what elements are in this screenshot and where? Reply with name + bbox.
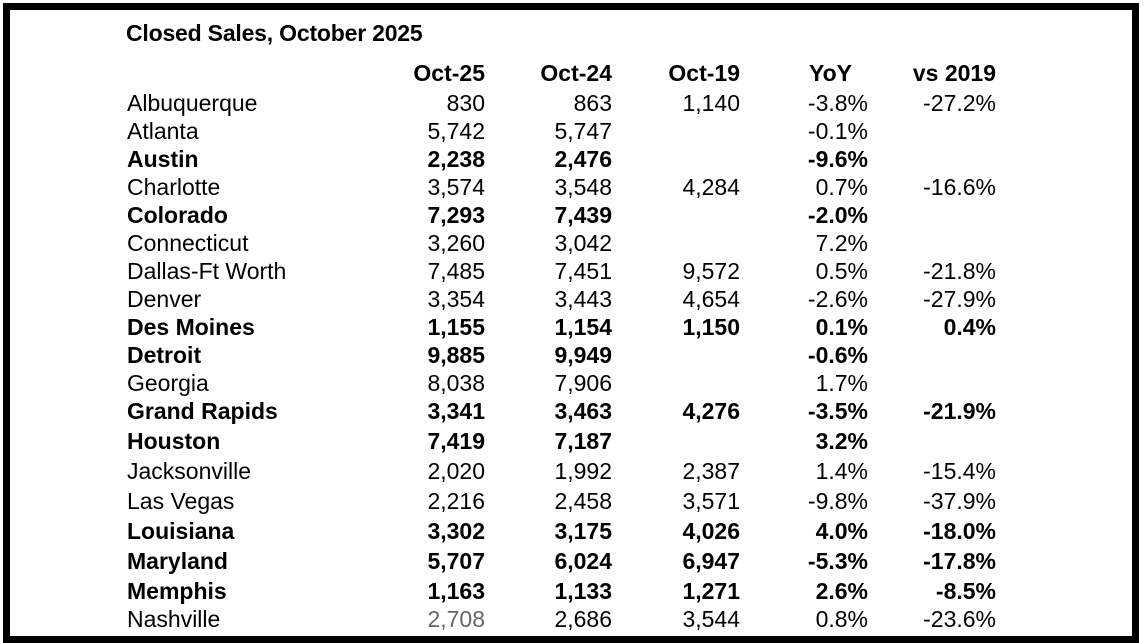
cell-oct24: 6,024 — [554, 548, 612, 574]
cell-yoy: -3.8% — [807, 90, 868, 116]
cell-market: Austin — [127, 146, 199, 172]
cell-vs2019: -21.8% — [923, 258, 996, 284]
cell-oct19: 4,284 — [682, 174, 740, 200]
cell-market: Detroit — [127, 342, 202, 368]
table-row — [0, 369, 1148, 397]
cell-oct19: 3,544 — [682, 606, 740, 632]
cell-oct25: 2,708 — [427, 606, 485, 632]
cell-yoy: 1.4% — [815, 458, 868, 484]
cell-market: Colorado — [127, 202, 228, 228]
table-row — [0, 313, 1148, 341]
header-vs2019: vs 2019 — [912, 60, 996, 86]
cell-vs2019: -17.8% — [923, 548, 996, 574]
cell-oct24: 2,686 — [554, 606, 612, 632]
cell-oct25: 5,707 — [427, 548, 485, 574]
cell-yoy: -3.5% — [807, 398, 868, 424]
cell-oct24: 7,451 — [554, 258, 612, 284]
cell-oct24: 2,458 — [554, 488, 612, 514]
table-row — [0, 487, 1148, 515]
cell-oct25: 3,302 — [427, 518, 485, 544]
cell-vs2019: -27.9% — [923, 286, 996, 312]
cell-oct25: 7,419 — [427, 428, 485, 454]
table-row — [0, 577, 1148, 605]
cell-yoy: -0.1% — [807, 118, 868, 144]
table-row — [0, 427, 1148, 455]
cell-market: Nashville — [127, 606, 221, 632]
cell-oct25: 2,216 — [427, 488, 485, 514]
cell-oct25: 2,238 — [427, 146, 485, 172]
cell-oct25: 7,485 — [427, 258, 485, 284]
cell-oct19: 9,572 — [682, 258, 740, 284]
cell-yoy: 7.2% — [815, 230, 868, 256]
cell-yoy: -9.6% — [807, 146, 868, 172]
cell-yoy: 0.7% — [815, 174, 868, 200]
cell-oct19: 1,271 — [682, 578, 740, 604]
cell-yoy: 0.1% — [815, 314, 868, 340]
cell-market: Grand Rapids — [127, 398, 278, 424]
cell-yoy: -2.0% — [807, 202, 868, 228]
cell-yoy: -2.6% — [807, 286, 868, 312]
cell-vs2019: -16.6% — [923, 174, 996, 200]
header-yoy: YoY — [808, 60, 852, 86]
cell-oct25: 3,260 — [427, 230, 485, 256]
cell-market: Las Vegas — [127, 488, 235, 514]
cell-oct19: 6,947 — [682, 548, 740, 574]
cell-oct24: 2,476 — [554, 146, 612, 172]
cell-oct24: 3,443 — [554, 286, 612, 312]
cell-oct25: 3,341 — [427, 398, 485, 424]
cell-oct25: 5,742 — [427, 118, 485, 144]
cell-oct24: 9,949 — [554, 342, 612, 368]
cell-market: Atlanta — [127, 118, 199, 144]
cell-yoy: -0.6% — [807, 342, 868, 368]
cell-oct24: 7,906 — [554, 370, 612, 396]
cell-oct19: 2,387 — [682, 458, 740, 484]
cell-oct24: 5,747 — [554, 118, 612, 144]
table-row — [0, 145, 1148, 173]
cell-yoy: 3.2% — [815, 428, 868, 454]
cell-market: Connecticut — [127, 230, 249, 256]
table-row — [0, 547, 1148, 575]
table-row — [0, 89, 1148, 117]
header-oct19: Oct-19 — [668, 60, 740, 86]
cell-vs2019: -23.6% — [923, 606, 996, 632]
header-oct24: Oct-24 — [540, 60, 612, 86]
table-row — [0, 229, 1148, 257]
cell-oct19: 4,276 — [682, 398, 740, 424]
cell-oct19: 4,026 — [682, 518, 740, 544]
table-row — [0, 341, 1148, 369]
cell-vs2019: -27.2% — [923, 90, 996, 116]
cell-oct24: 3,548 — [554, 174, 612, 200]
cell-oct24: 1,992 — [554, 458, 612, 484]
header-oct25: Oct-25 — [413, 60, 485, 86]
cell-oct25: 1,155 — [427, 314, 485, 340]
cell-oct19: 1,140 — [682, 90, 740, 116]
cell-market: Memphis — [127, 578, 227, 604]
cell-oct25: 2,020 — [427, 458, 485, 484]
cell-yoy: 0.5% — [815, 258, 868, 284]
cell-oct19: 1,150 — [682, 314, 740, 340]
cell-oct24: 7,439 — [554, 202, 612, 228]
cell-yoy: 2.6% — [815, 578, 868, 604]
cell-market: Houston — [127, 428, 221, 454]
table-row — [0, 257, 1148, 285]
cell-oct24: 3,175 — [554, 518, 612, 544]
cell-oct25: 1,163 — [427, 578, 485, 604]
cell-oct24: 3,463 — [554, 398, 612, 424]
cell-yoy: -5.3% — [807, 548, 868, 574]
table-row — [0, 201, 1148, 229]
cell-yoy: 4.0% — [815, 518, 868, 544]
cell-oct25: 8,038 — [427, 370, 485, 396]
cell-vs2019: 0.4% — [943, 314, 996, 340]
cell-oct24: 3,042 — [554, 230, 612, 256]
cell-market: Denver — [127, 286, 202, 312]
cell-oct24: 7,187 — [554, 428, 612, 454]
cell-oct24: 863 — [573, 90, 612, 116]
cell-oct19: 3,571 — [682, 488, 740, 514]
cell-oct24: 1,154 — [554, 314, 612, 340]
cell-market: Maryland — [127, 548, 228, 574]
table-row — [0, 517, 1148, 545]
cell-market: Des Moines — [127, 314, 255, 340]
cell-oct25: 3,574 — [427, 174, 485, 200]
cell-market: Louisiana — [127, 518, 235, 544]
table-row — [0, 605, 1148, 633]
cell-oct25: 9,885 — [427, 342, 485, 368]
table-row — [0, 397, 1148, 425]
cell-oct25: 7,293 — [427, 202, 485, 228]
table-row — [0, 285, 1148, 313]
cell-oct19: 4,654 — [682, 286, 740, 312]
cell-market: Dallas-Ft Worth — [127, 258, 287, 284]
cell-oct25: 830 — [446, 90, 485, 116]
cell-vs2019: -8.5% — [935, 578, 996, 604]
cell-market: Jacksonville — [127, 458, 251, 484]
table-row — [0, 117, 1148, 145]
cell-market: Albuquerque — [127, 90, 258, 116]
cell-yoy: 1.7% — [815, 370, 868, 396]
table-row — [0, 173, 1148, 201]
cell-market: Charlotte — [127, 174, 221, 200]
cell-oct24: 1,133 — [554, 578, 612, 604]
cell-yoy: -9.8% — [807, 488, 868, 514]
cell-oct25: 3,354 — [427, 286, 485, 312]
cell-market: Georgia — [127, 370, 209, 396]
cell-vs2019: -21.9% — [923, 398, 996, 424]
cell-vs2019: -37.9% — [923, 488, 996, 514]
cell-vs2019: -15.4% — [923, 458, 996, 484]
cell-vs2019: -18.0% — [923, 518, 996, 544]
cell-yoy: 0.8% — [815, 606, 868, 632]
table-row — [0, 457, 1148, 485]
table-title: Closed Sales, October 2025 — [126, 20, 423, 46]
